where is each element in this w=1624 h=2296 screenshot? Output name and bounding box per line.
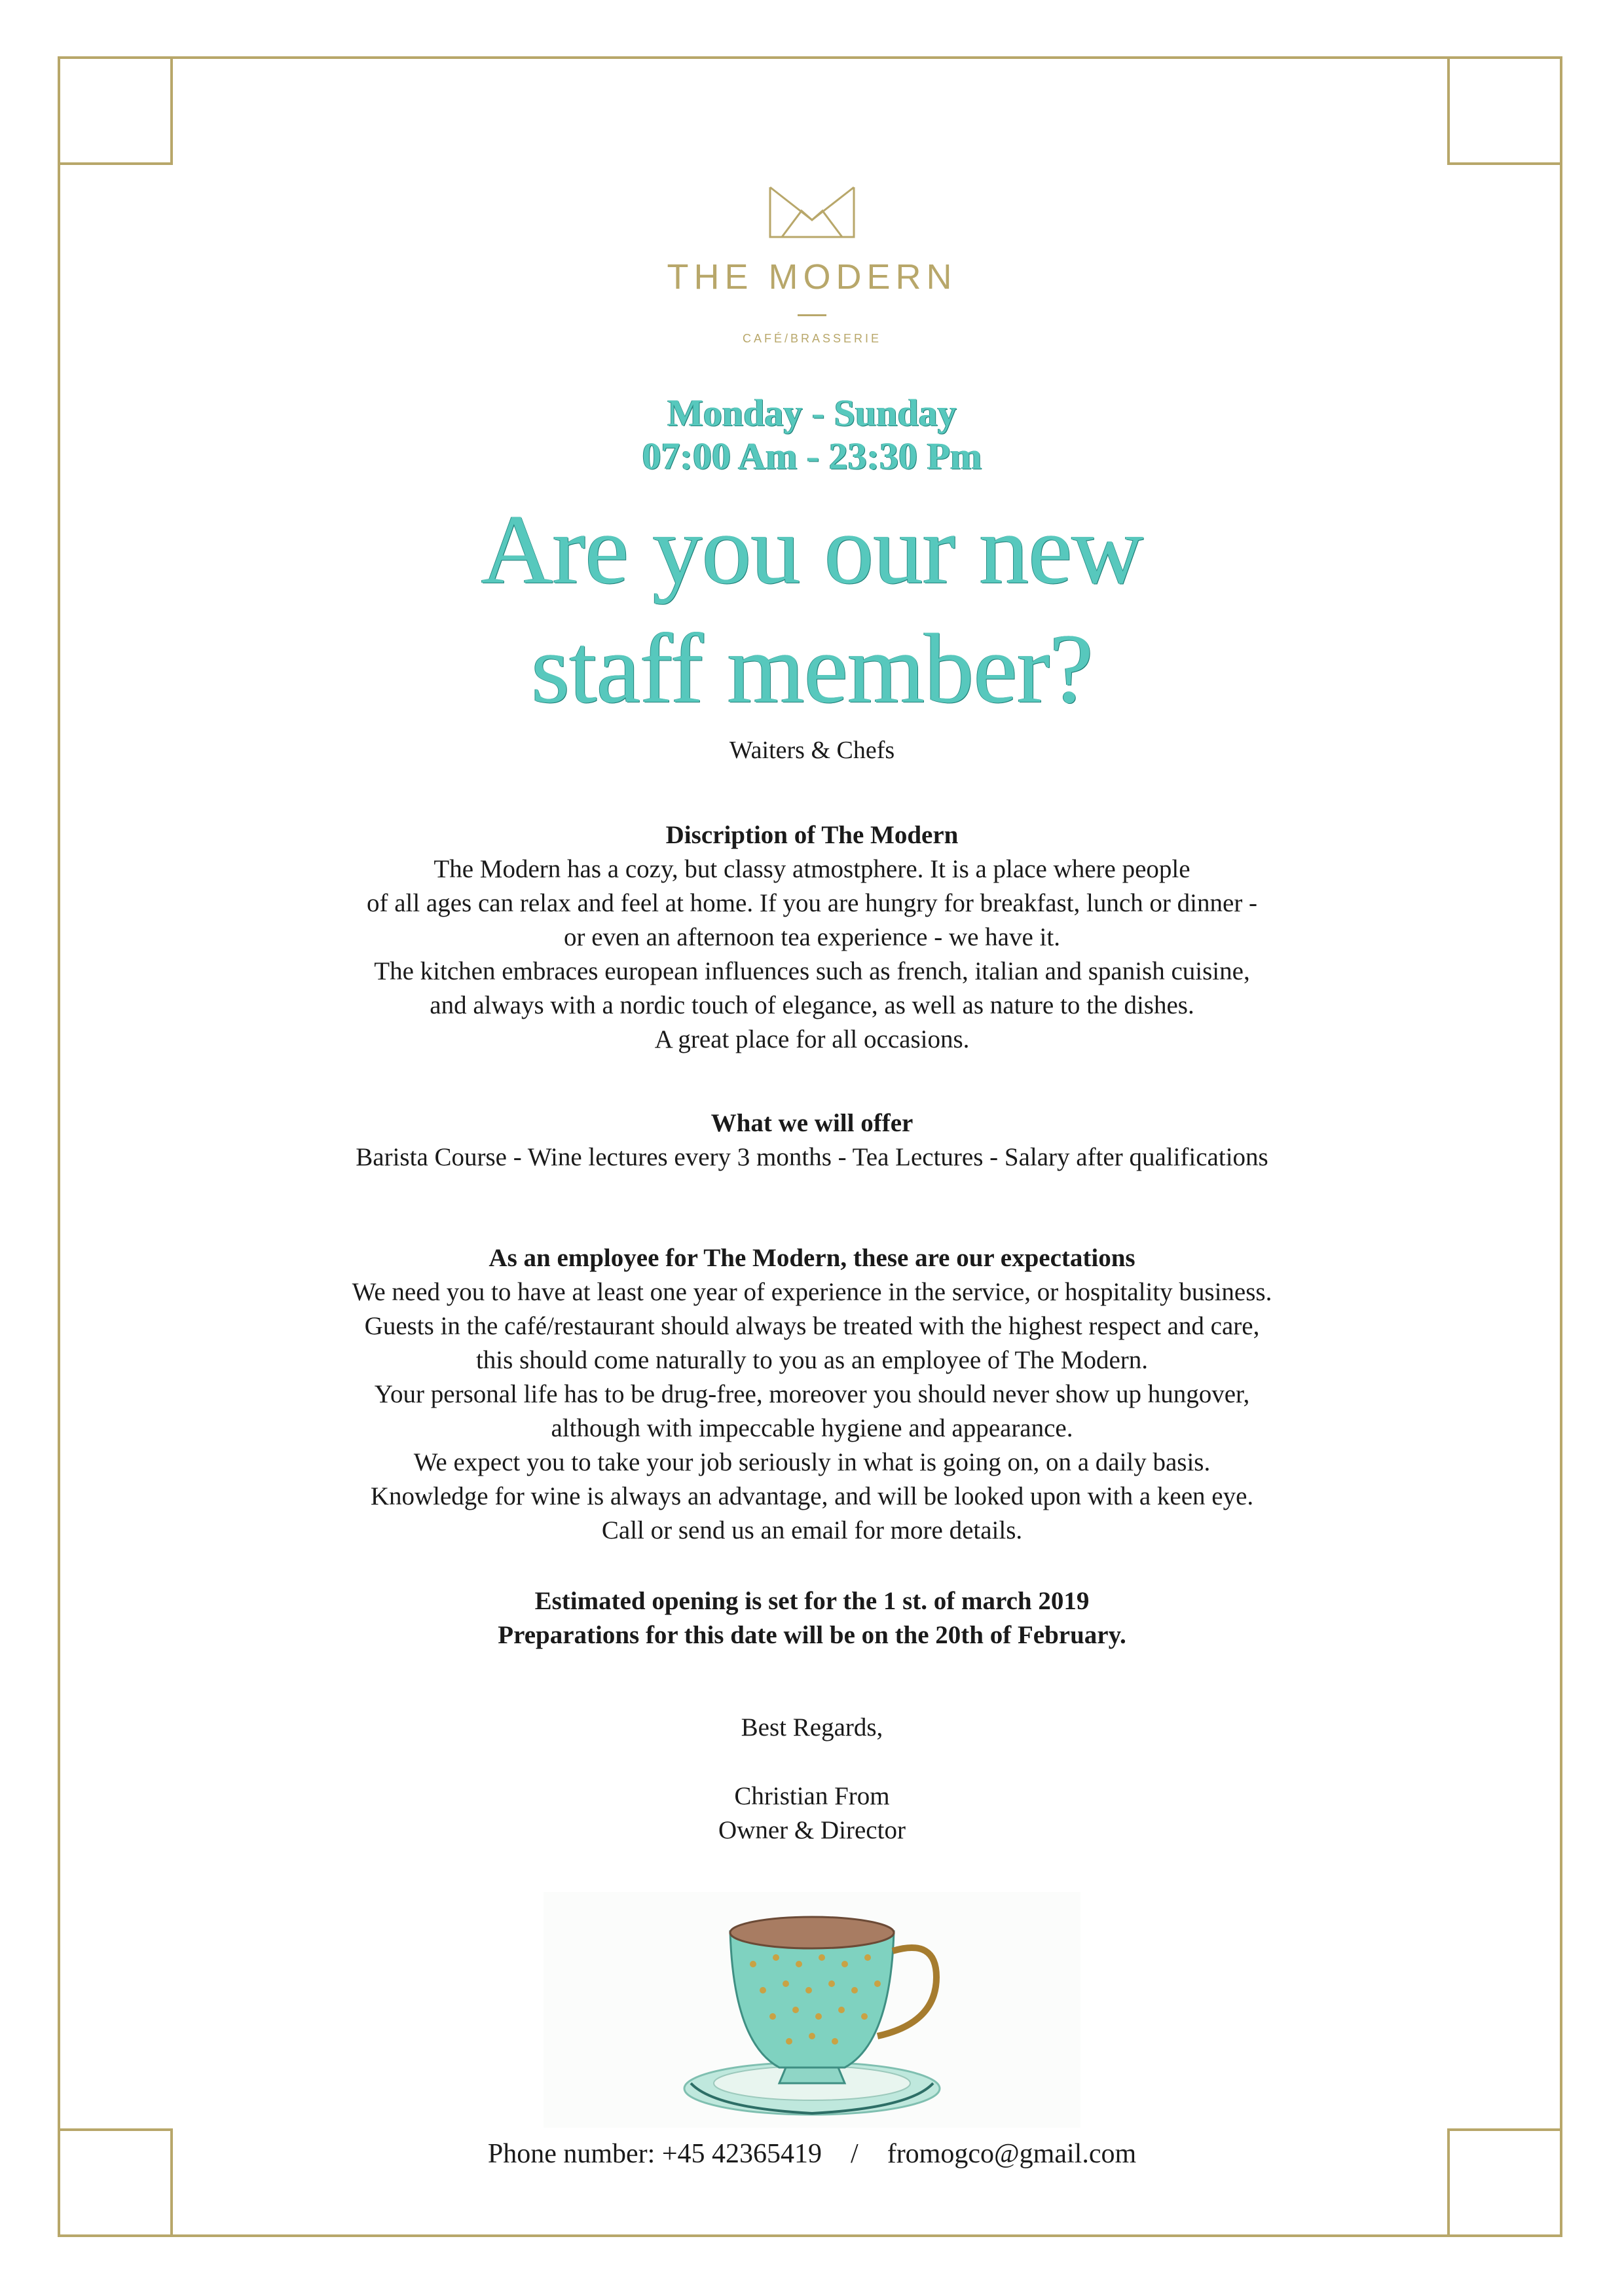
description-line: The Modern has a cozy, but classy atmostphere. It is a place where people (434, 855, 1190, 883)
roles-text: Waiters & Chefs (729, 737, 895, 764)
closing-regards: Best Regards, (741, 1713, 883, 1741)
crown-logo-icon (767, 185, 857, 240)
brand-name: THE MODERN (667, 257, 957, 297)
email-address[interactable]: fromogco@gmail.com (887, 2139, 1137, 2169)
contact-separator: / (851, 2139, 858, 2169)
headline-line-2: staff member? (531, 613, 1093, 723)
brand-divider (798, 314, 826, 316)
headline-line-1: Are you our new (481, 494, 1143, 604)
opening-date: Estimated opening is set for the 1 st. of march 2019 (534, 1587, 1090, 1615)
opening-hours (0, 392, 1624, 478)
offer-line: Barista Course - Wine lectures every 3 months - Tea Lectures - Salary after qualifications (356, 1143, 1268, 1171)
expectations-section (0, 1241, 1624, 1548)
description-line: The kitchen embraces european influences such as french, italian and spanish cuisine, (374, 957, 1250, 985)
opening-days: Monday - Sunday (667, 392, 957, 434)
brand-subtitle: CAFÉ/BRASSERIE (742, 332, 882, 345)
description-line: A great place for all occasions. (654, 1025, 970, 1053)
expectations-line: We need you to have at least one year of experience in the service, or hospitality business. (352, 1278, 1272, 1306)
signature (0, 1779, 1624, 1848)
expectations-line: Call or send us an email for more details. (601, 1516, 1023, 1544)
teacup-illustration-icon (544, 1892, 1080, 2128)
offer-heading: What we will offer (710, 1109, 913, 1137)
opening-notice (0, 1584, 1624, 1652)
expectations-line: We expect you to take your job seriously in what is going on, on a daily basis. (413, 1448, 1211, 1476)
signer-name: Christian From (734, 1782, 890, 1810)
offer-section (0, 1106, 1624, 1175)
description-heading: Discription of The Modern (665, 821, 959, 849)
preparation-date: Preparations for this date will be on the 20th of February. (498, 1621, 1126, 1649)
expectations-line: although with impeccable hygiene and appearance. (551, 1414, 1073, 1442)
expectations-line: Knowledge for wine is always an advantage, and will be looked upon with a keen eye. (370, 1482, 1254, 1510)
description-line: and always with a nordic touch of elegance, as well as nature to the dishes. (430, 991, 1194, 1019)
opening-time: 07:00 Am - 23:30 Pm (642, 435, 982, 477)
brand-logo (0, 185, 1624, 346)
expectations-heading: As an employee for The Modern, these are our expectations (489, 1244, 1135, 1272)
description-section (0, 818, 1624, 1057)
corner-ornament-top-right (1447, 56, 1562, 165)
expectations-line: Your personal life has to be drug-free, moreover you should never show up hungover, (374, 1380, 1250, 1408)
corner-ornament-top-left (58, 56, 173, 165)
description-line: of all ages can relax and feel at home. If you are hungry for breakfast, lunch or dinner - (366, 889, 1258, 917)
headline (0, 490, 1624, 728)
expectations-line: Guests in the café/restaurant should always be treated with the highest respect and care, (364, 1312, 1260, 1340)
expectations-line: this should come naturally to you as an employee of The Modern. (475, 1346, 1149, 1374)
signer-title: Owner & Director (718, 1816, 906, 1844)
description-line: or even an afternoon tea experience - we have it. (564, 923, 1060, 951)
phone-number[interactable]: Phone number: +45 42365419 (487, 2139, 822, 2169)
teacup-icon (544, 1892, 1080, 2128)
contact-line (0, 2138, 1624, 2170)
